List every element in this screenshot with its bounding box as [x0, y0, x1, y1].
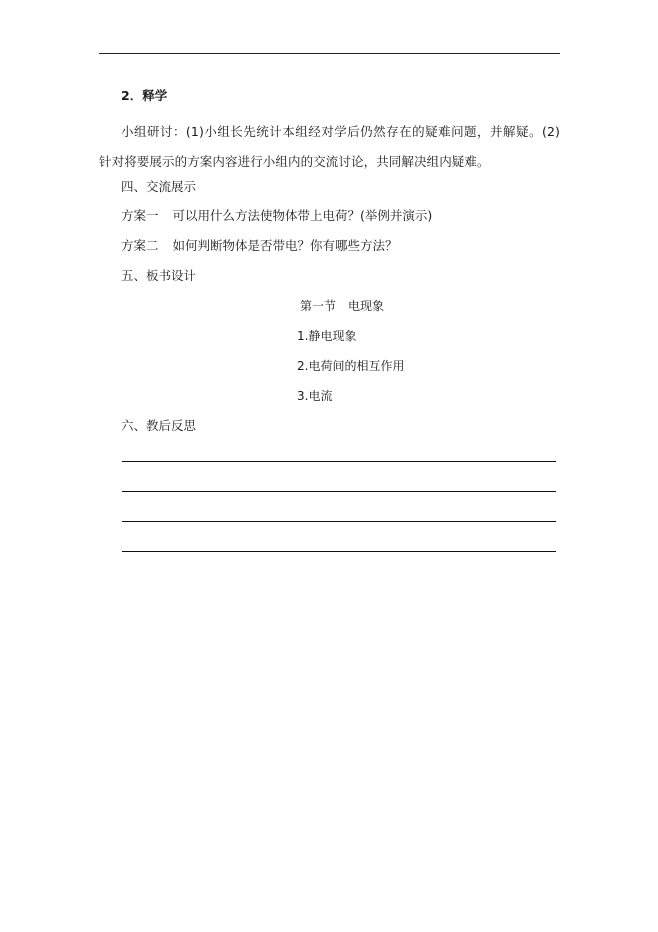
board-item-1: 1.静电现象 [297, 329, 357, 343]
plan-2 [121, 238, 398, 254]
board-item-2: 2.电荷间的相互作用 [297, 359, 405, 373]
header-rule [99, 53, 560, 54]
board-title: 第一节 电现象 [300, 299, 385, 313]
section-4-heading: 四、交流展示 [121, 179, 197, 194]
group-discussion-paragraph: 小组研讨：(1)小组长先统计本组经对学后仍然存在的疑难问题，并解疑。(2)针对将要展示的方案内容进行小组内的交流讨论，共同解决组内疑难。 [99, 124, 560, 169]
plan-2-label: 方案二 [121, 238, 159, 253]
board-item-3: 3.电流 [297, 389, 333, 403]
reflection-blank-line-1[interactable] [122, 461, 556, 462]
section-5-heading: 五、板书设计 [121, 268, 197, 283]
reflection-blank-line-3[interactable] [122, 521, 556, 522]
reflection-blank-line-2[interactable] [122, 491, 556, 492]
plan-1-label: 方案一 [121, 208, 159, 223]
section-2-heading: 2．释学 [121, 88, 168, 103]
plan-1 [121, 208, 432, 224]
plan-1-text: 可以用什么方法使物体带上电荷？(举例并演示) [172, 208, 433, 223]
section-6-heading: 六、教后反思 [121, 418, 197, 433]
reflection-blank-line-4[interactable] [122, 551, 556, 552]
plan-2-text: 如何判断物体是否带电？你有哪些方法？ [172, 238, 398, 253]
